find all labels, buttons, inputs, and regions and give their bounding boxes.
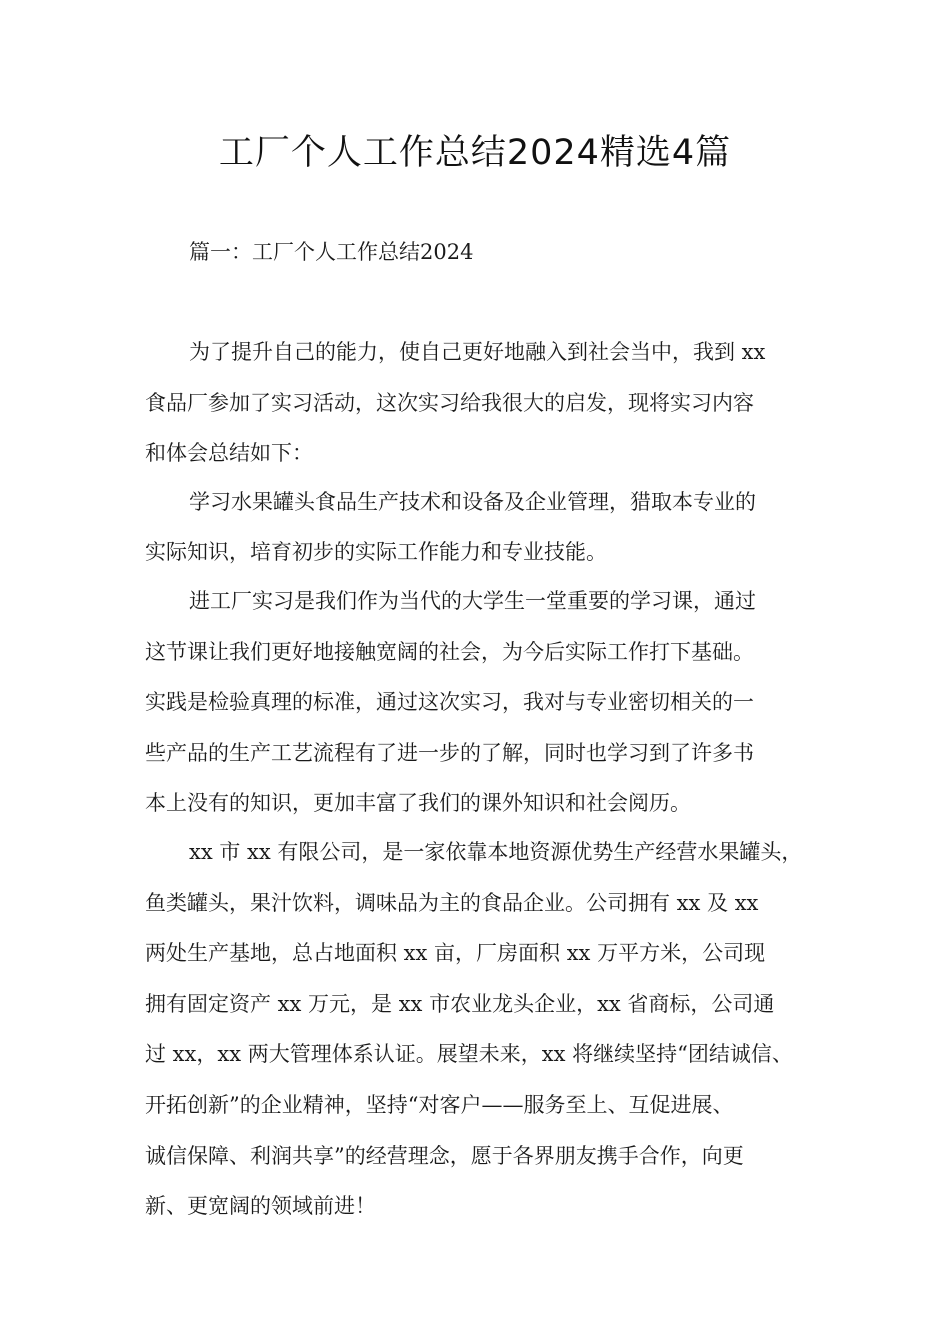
text-line: xx 市 xx 有限公司，是一家依靠本地资源优势生产经营水果罐头， [189,839,803,864]
text-line: 实际知识，培育初步的实际工作能力和专业技能。 [145,540,607,565]
text-line: 新、更宽阔的领域前进！ [145,1194,376,1219]
text-line: 拥有固定资产 xx 万元，是 xx 市农业龙头企业，xx 省商标，公司通 [145,991,775,1016]
text-line: 进工厂实习是我们作为当代的大学生一堂重要的学习课，通过 [189,588,756,613]
document-body [145,327,813,1232]
text-line: 开拓创新”的企业精神，坚持“对客户——服务至上、互促进展、 [145,1092,734,1117]
text-line: 食品厂参加了实习活动，这次实习给我很大的启发，现将实习内容 [145,390,754,415]
document-title: 工厂个人工作总结2024精选4篇 [218,133,732,173]
text-line: 鱼类罐头，果汁饮料，调味品为主的食品企业。公司拥有 xx 及 xx [145,890,759,915]
paragraph [145,477,813,578]
text-line: 学习水果罐头食品生产技术和设备及企业管理，猎取本专业的 [189,489,756,514]
text-line: 和体会总结如下： [145,441,313,466]
text-line: 两处生产基地，总占地面积 xx 亩，厂房面积 xx 万平方米，公司现 [145,941,766,966]
paragraph [145,327,813,479]
text-line: 过 xx，xx 两大管理体系认证。展望未来，xx 将继续坚持“团结诚信、 [145,1042,793,1067]
text-line: 实践是检验真理的标准，通过这次实习，我对与专业密切相关的一 [145,690,754,715]
section-heading: 篇一：工厂个人工作总结2024 [189,240,474,264]
text-line: 本上没有的知识，更加丰富了我们的课外知识和社会阅历。 [145,791,691,816]
paragraph [145,827,813,1232]
paragraph [145,576,813,829]
text-line: 诚信保障、利润共享”的经营理念，愿于各界朋友携手合作，向更 [145,1143,744,1168]
text-line: 些产品的生产工艺流程有了进一步的了解，同时也学习到了许多书 [145,740,754,765]
text-line: 为了提升自己的能力，使自己更好地融入到社会当中，我到 xx [189,340,766,364]
text-line: 这节课让我们更好地接触宽阔的社会，为今后实际工作打下基础。 [145,639,754,664]
